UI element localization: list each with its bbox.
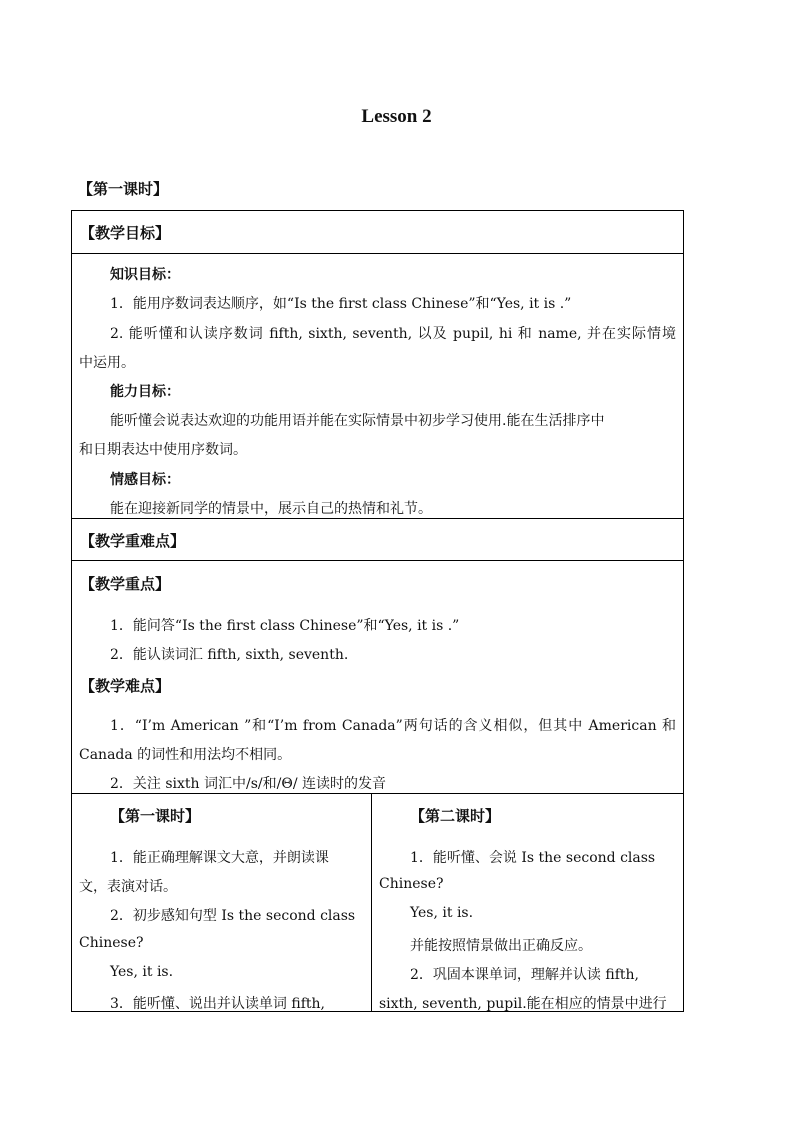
row-divider	[72, 253, 683, 254]
focus-point-2: 2．能认读词汇 fifth, sixth, seventh.	[110, 647, 349, 663]
lesson-2-item-1-note: 并能按照情景做出正确反应。	[410, 938, 592, 954]
knowledge-goal-2: 2. 能听懂和认读序数词 fifth, sixth, seventh, 以及 pupil, hi 和 name, 并在实际情境	[110, 326, 676, 342]
lesson-1-item-2: 2．初步感知句型 Is the second class	[110, 908, 356, 924]
ability-goal-label: 能力目标：	[110, 384, 180, 400]
lesson-1-heading: 【第一课时】	[110, 807, 201, 825]
ability-goal-cont: 和日期表达中使用序数词。	[79, 442, 247, 458]
row-divider	[72, 560, 683, 561]
keypoints-heading: 【教学重难点】	[80, 532, 186, 550]
lesson-2-heading: 【第二课时】	[410, 807, 501, 825]
section-label: 【第一课时】	[78, 180, 169, 198]
knowledge-goal-label: 知识目标：	[110, 267, 180, 283]
lesson-1-item-2-cont: Chinese?	[79, 935, 144, 951]
column-divider	[371, 793, 372, 1012]
lesson-1-item-2-answer: Yes, it is.	[110, 964, 174, 980]
lesson-plan-table	[71, 210, 684, 1012]
ability-goal: 能听懂会说表达欢迎的功能用语并能在实际情景中初步学习使用.能在生活排序中	[110, 413, 605, 429]
lesson-2-item-1-answer: Yes, it is.	[410, 905, 474, 921]
emotion-goal: 能在迎接新同学的情景中，展示自己的热情和礼节。	[110, 501, 432, 517]
lesson-2-item-2-cont: sixth, seventh, pupil.能在相应的情景中进行	[379, 996, 667, 1012]
difficulty-heading: 【教学难点】	[80, 677, 171, 695]
emotion-goal-label: 情感目标：	[110, 472, 180, 488]
difficulty-point-1: 1．“I’m American ”和“I’m from Canada”两句话的含义相似，但其中 American 和	[110, 718, 676, 734]
lesson-2-item-1: 1．能听懂、会说 Is the second class	[410, 850, 656, 866]
knowledge-goal-2-cont: 中运用。	[79, 355, 135, 371]
focus-point-1: 1．能问答“Is the first class Chinese”和“Yes, it is .”	[110, 618, 460, 634]
lesson-2-item-1-cont: Chinese?	[379, 876, 444, 892]
objectives-heading: 【教学目标】	[80, 224, 171, 242]
lesson-1-item-3: 3．能听懂、说出并认读单词 fifth,	[110, 996, 325, 1012]
row-divider	[72, 518, 683, 519]
lesson-1-item-1: 1．能正确理解课文大意，并朗读课	[110, 850, 329, 866]
difficulty-point-1-cont: Canada 的词性和用法均不相同。	[79, 747, 292, 763]
row-divider	[72, 793, 683, 794]
focus-heading: 【教学重点】	[80, 575, 171, 593]
difficulty-point-2: 2．关注 sixth 词汇中/s/和/Θ/ 连读时的发音	[110, 776, 386, 792]
lesson-2-item-2: 2．巩固本课单词，理解并认读 fifth,	[410, 967, 639, 983]
page-title: Lesson 2	[361, 106, 432, 127]
lesson-1-item-1-cont: 文，表演对话。	[79, 879, 177, 895]
knowledge-goal-1: 1．能用序数词表达顺序，如“Is the first class Chinese”和“Yes, it is .”	[110, 296, 572, 312]
